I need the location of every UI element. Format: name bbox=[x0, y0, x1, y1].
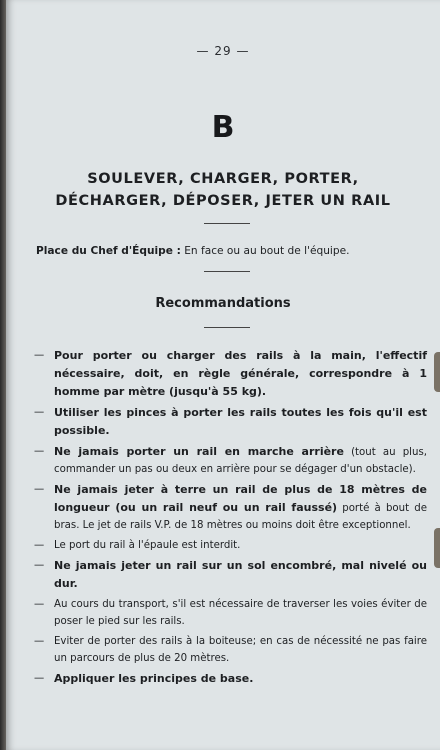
recommendation-item bbox=[32, 347, 427, 401]
section-title bbox=[6, 168, 440, 212]
recommendation-item bbox=[32, 537, 427, 554]
divider-2 bbox=[204, 271, 250, 272]
recommendation-text: porté à bout de bras. Le jet de rails V.P. de 18 mètres ou moins doit être exceptionnel. bbox=[54, 503, 427, 531]
book-page bbox=[6, 0, 440, 750]
recommendation-item bbox=[32, 670, 427, 688]
dash-bullet: — bbox=[34, 350, 45, 361]
dash-bullet: — bbox=[34, 599, 45, 610]
page-edge-tab bbox=[434, 528, 440, 568]
divider-3 bbox=[204, 327, 250, 328]
recommendation-bold-text: Ne jamais porter un rail en marche arrière bbox=[54, 445, 344, 458]
dash-bullet: — bbox=[34, 446, 45, 457]
recommendation-text: (tout au plus, commander un pas ou deux en arrière pour se dégager d'un obstacle). bbox=[54, 447, 427, 475]
dash-bullet: — bbox=[34, 560, 45, 571]
dash-bullet: — bbox=[34, 540, 45, 551]
recommendation-item bbox=[32, 557, 427, 593]
page-edge-tab bbox=[434, 352, 440, 392]
recommendation-bold-text: Pour porter ou charger des rails à la main, l'effectif nécessaire, doit, en règle générale, correspondre à 1 homme par mètre (jusqu'à 55 kg). bbox=[54, 349, 427, 398]
chef-placement-text: En face ou au bout de l'équipe. bbox=[184, 245, 350, 257]
recommendation-item bbox=[32, 443, 427, 478]
dash-bullet: — bbox=[34, 673, 45, 684]
recommendation-text: Eviter de porter des rails à la boiteuse; en cas de nécessité ne pas faire un parcours de plus de 20 mètres. bbox=[54, 636, 427, 664]
recommendation-bold-text: Appliquer les principes de base. bbox=[54, 672, 254, 685]
chef-placement-label: Place du Chef d'Équipe : bbox=[36, 245, 181, 257]
section-letter: B bbox=[211, 110, 235, 145]
recommendation-item bbox=[32, 404, 427, 440]
recommendation-item bbox=[32, 633, 427, 667]
section-title-line-2: DÉCHARGER, DÉPOSER, JETER UN RAIL bbox=[55, 193, 391, 209]
recommendation-bold-text: Ne jamais jeter à terre un rail de plus de 18 mètres de longueur (ou un rail neuf ou un rail faussé) bbox=[54, 483, 427, 514]
recommendation-item bbox=[32, 596, 427, 630]
recommendation-bold-text: Ne jamais jeter un rail sur un sol encombré, mal nivelé ou dur. bbox=[54, 559, 427, 590]
recommendations-list bbox=[32, 347, 427, 691]
dash-bullet: — bbox=[34, 484, 45, 495]
chef-placement bbox=[36, 243, 436, 259]
dash-bullet: — bbox=[34, 407, 45, 418]
recommendation-bold-text: Utiliser les pinces à porter les rails toutes les fois qu'il est possible. bbox=[54, 406, 427, 437]
recommendation-text: Au cours du transport, s'il est nécessaire de traverser les voies éviter de poser le pied sur les rails. bbox=[54, 599, 427, 627]
recommendation-item bbox=[32, 481, 427, 534]
page-number: — 29 — bbox=[196, 44, 250, 58]
recommendation-text: Le port du rail à l'épaule est interdit. bbox=[54, 540, 241, 551]
divider-1 bbox=[204, 223, 250, 224]
section-title-line-1: SOULEVER, CHARGER, PORTER, bbox=[87, 171, 359, 187]
dash-bullet: — bbox=[34, 636, 45, 647]
recommendations-heading: Recommandations bbox=[155, 296, 291, 311]
